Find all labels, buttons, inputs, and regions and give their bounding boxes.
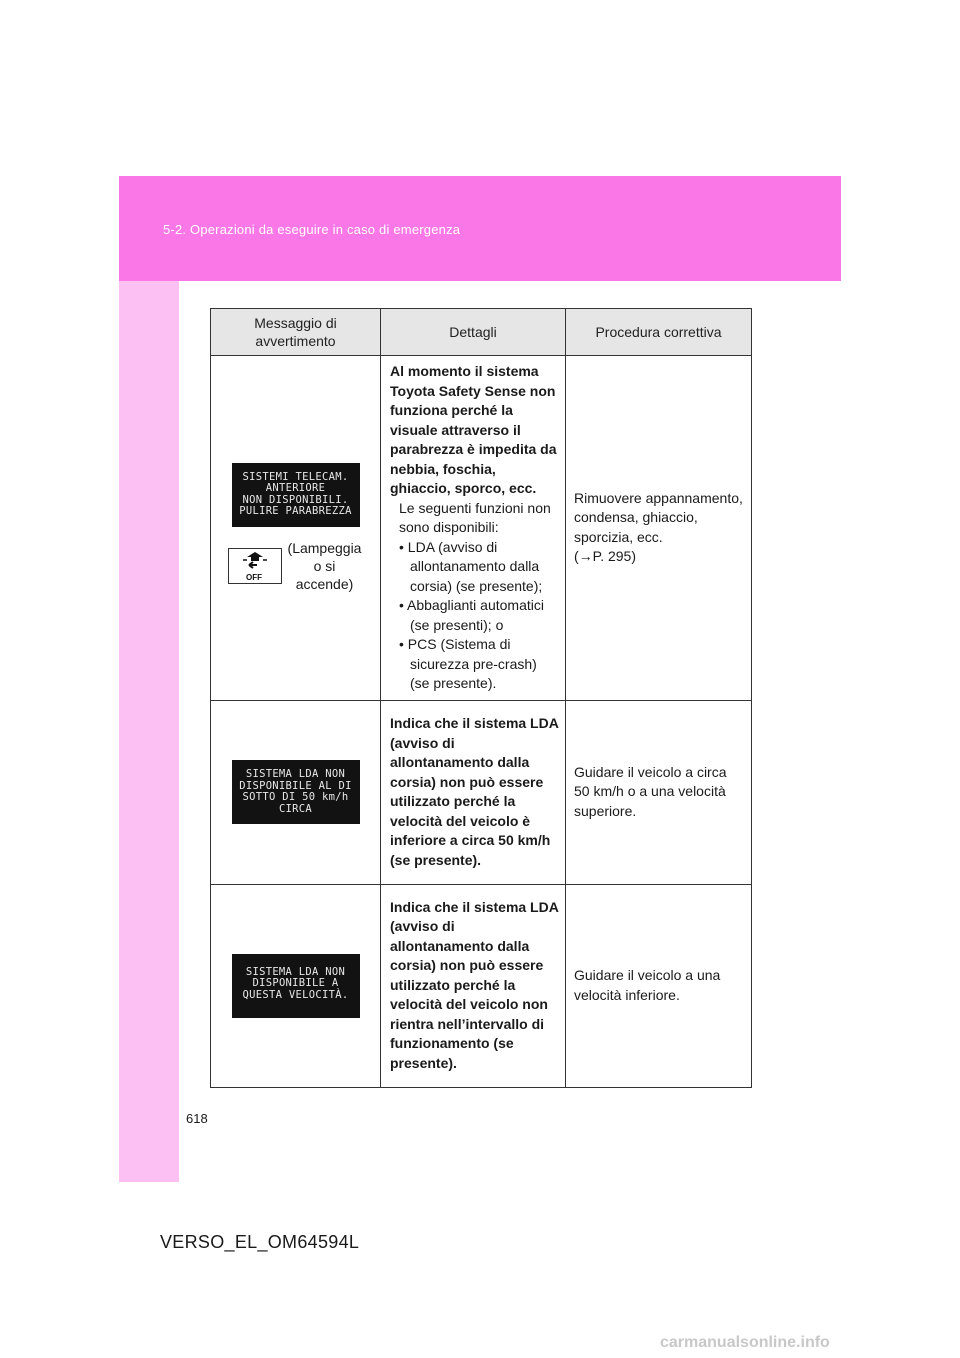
display-line: DISPONIBILE A xyxy=(252,977,339,989)
side-band xyxy=(119,281,179,1182)
procedure-text: Guidare il veicolo a circa 50 km/h o a una velocità superiore. xyxy=(574,763,727,819)
display-message xyxy=(232,463,360,527)
page-number: 618 xyxy=(186,1111,208,1126)
lda-off-glyph-icon xyxy=(229,549,281,583)
display-line: ANTERIORE xyxy=(265,482,326,495)
lda-off-warning-light-icon xyxy=(228,548,282,584)
procedure-text: Rimuovere appannamento, condensa, ghiaccio, sporcizia, ecc. xyxy=(574,489,743,545)
display-line: QUESTA VELOCITÀ. xyxy=(242,988,349,1001)
header-details: Dettagli xyxy=(381,309,566,356)
details-bold: Indica che il sistema LDA (avviso di allontanamento dalla corsia) non può essere utilizzato perché la velocità del veicolo non rientra nell’intervallo di funzionamento (se presente). xyxy=(390,898,559,1071)
table-header-row xyxy=(211,309,752,356)
list-item: • PCS (Sistema di sicurezza pre-crash) (se presente). xyxy=(399,636,537,691)
details-cell xyxy=(381,700,566,884)
details-bold: Indica che il sistema LDA (avviso di allontanamento dalla corsia) non può essere utilizzato perché la velocità del veicolo è inferiore a circa 50 km/h (se presente). xyxy=(390,715,559,868)
display-line: PULIRE PARABREZZA xyxy=(239,505,352,518)
table-row xyxy=(211,884,752,1087)
procedure-cell xyxy=(566,884,752,1087)
details-cell xyxy=(381,884,566,1087)
document-code: VERSO_EL_OM64594L xyxy=(160,1232,360,1252)
page-reference[interactable]: (→P. 295) xyxy=(574,548,636,565)
unavailable-functions-list xyxy=(390,538,559,694)
details-bold: Al momento il sistema Toyota Safety Sense non funziona perché la visuale attraverso il parabrezza è impedita da nebbia, foschia, ghiaccio, sporco, ecc. xyxy=(390,363,557,496)
warning-display-cell xyxy=(211,356,381,701)
warning-messages-table xyxy=(210,308,752,1088)
lamp-note: (Lampeggia o si accende) xyxy=(287,539,362,592)
details-intro: Le seguenti funzioni non sono disponibili: xyxy=(399,499,551,535)
display-line: SISTEMI TELECAM. xyxy=(242,470,349,483)
warning-display-cell xyxy=(211,700,381,884)
off-label: OFF xyxy=(245,572,262,582)
header-warning-message: Messaggio di avvertimento xyxy=(211,309,381,356)
section-title: 5-2. Operazioni da eseguire in caso di emergenza xyxy=(163,222,461,237)
display-line: SISTEMA LDA NON xyxy=(245,768,346,780)
display-message xyxy=(232,954,360,1018)
display-line: SISTEMA LDA NON xyxy=(245,965,346,978)
procedure-cell xyxy=(566,356,752,701)
display-line: DISPONIBILE AL DI xyxy=(239,779,352,792)
table-row xyxy=(211,356,752,701)
display-line: CIRCA xyxy=(278,802,313,815)
table-row xyxy=(211,700,752,884)
lamp-row xyxy=(211,539,380,593)
header-procedure: Procedura correttiva xyxy=(566,309,752,356)
list-item: • LDA (avviso di allontanamento dalla corsia) (se presente); xyxy=(399,538,543,594)
details-cell xyxy=(381,356,566,701)
display-line: NON DISPONIBILI. xyxy=(242,493,349,506)
display-line: SOTTO DI 50 km/h xyxy=(242,791,349,803)
display-message xyxy=(232,760,360,824)
procedure-text: Guidare il veicolo a una velocità inferiore. xyxy=(574,967,721,1003)
watermark: carmanualsonline.info xyxy=(660,1334,830,1351)
procedure-cell xyxy=(566,700,752,884)
list-item: • Abbaglianti automatici (se presenti); o xyxy=(399,597,544,633)
warning-display-cell xyxy=(211,884,381,1087)
